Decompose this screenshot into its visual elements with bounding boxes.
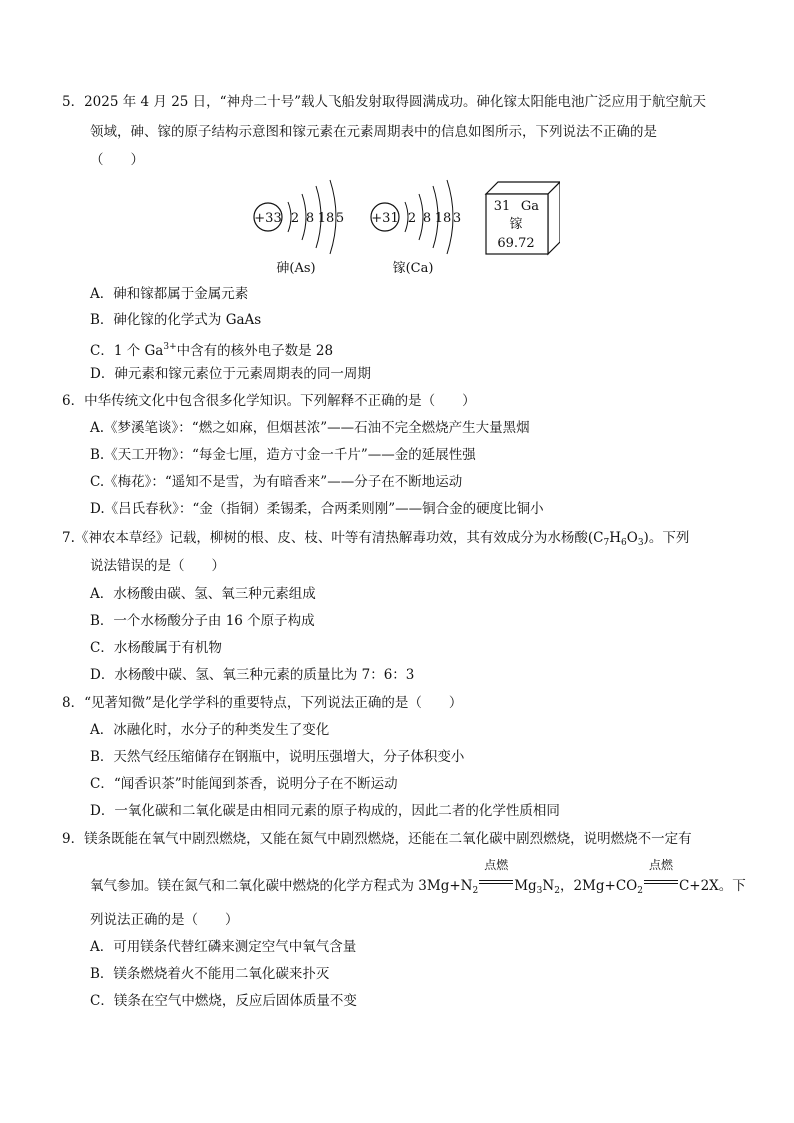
q5-option-b: B．砷化镓的化学式为 GaAs [90, 312, 262, 328]
q7-stem-line1: 7.《神农本草经》记载，柳树的根、皮、枝、叶等有清热解毒功效，其有效成分为水杨酸$(C_7H_6O_3)$。下列 [62, 530, 690, 548]
gallium-shell-1: 2 [407, 211, 417, 226]
q6-option-c: C.《梅花》：“遥知不是雪，为有暗香来”——分子在不断地运动 [90, 474, 463, 490]
q5-option-c: C．1 个 $Ga^{3+}$中含有的核外电子数是 28 [90, 342, 334, 359]
q5-atomic-structure-figure [240, 172, 560, 282]
equation-arrow-1: 点燃 [479, 870, 513, 890]
q9-stem-line2-equations: 氧气参加。镁在氮气和二氧化碳中燃烧的化学方程式为 $3Mg+N_2$ 点燃 $Mg_3N_2$，$2Mg+CO_2$ 点燃 C+2X。下 [90, 858, 746, 896]
cell-atomic-mass: 69.72 [497, 236, 535, 251]
q9-option-a: A．可用镁条代替红磷来测定空气中氧气含量 [90, 939, 357, 955]
gallium-periodic-cell [486, 182, 560, 254]
q7-stem-line2: 说法错误的是（ ） [90, 558, 225, 574]
q5-stem-line1: 5．2025 年 4 月 25 日，“神舟二十号”载人飞船发射取得圆满成功。砷化镓太阳能电池广泛应用于航空航天 [62, 94, 706, 110]
arsenic-shell-4: 5 [335, 211, 345, 226]
q5-stem-line2: 领域，砷、镓的原子结构示意图和镓元素在元素周期表中的信息如图所示，下列说法不正确的是 [90, 124, 657, 140]
gallium-nucleus: +31 [371, 211, 399, 226]
gallium-label: 镓(Ca) [392, 261, 434, 276]
q6-option-b: B.《天工开物》：“每金七厘，造方寸金一千片”——金的延展性强 [90, 447, 476, 463]
gallium-shell-3: 18 [434, 211, 452, 226]
q9-option-b: B．镁条燃烧着火不能用二氧化碳来扑灭 [90, 966, 330, 982]
q5-option-a: A．砷和镓都属于金属元素 [90, 286, 249, 302]
equation-arrow-2: 点燃 [644, 870, 678, 890]
arsenic-shell-1: 2 [290, 211, 300, 226]
cell-atomic-number: 31 [493, 199, 511, 214]
q8-option-a: A．冰融化时，水分子的种类发生了变化 [90, 722, 330, 738]
q7-option-c: C．水杨酸属于有机物 [90, 640, 222, 656]
q6-option-d: D.《吕氏春秋》：“金（指铜）柔锡柔，合两柔则刚”——铜合金的硬度比铜小 [90, 501, 544, 517]
cell-symbol: Ga [520, 199, 540, 214]
q8-option-c: C．“闻香识茶”时能闻到茶香，说明分子在不断运动 [90, 776, 398, 792]
q7-option-a: A．水杨酸由碳、氢、氧三种元素组成 [90, 586, 316, 602]
q9-stem-line3: 列说法正确的是（ ） [90, 912, 239, 928]
q8-stem: 8．“见著知微”是化学学科的重要特点，下列说法正确的是（ ） [62, 695, 463, 711]
arsenic-shell-2: 8 [305, 211, 315, 226]
gallium-shell-2: 8 [422, 211, 432, 226]
q8-option-d: D．一氧化碳和二氧化碳是由相同元素的原子构成的，因此二者的化学性质相同 [90, 803, 560, 819]
q5-option-d: D．砷元素和镓元素位于元素周期表的同一周期 [90, 366, 371, 382]
q6-option-a: A.《梦溪笔谈》：“燃之如麻，但烟甚浓”——石油不完全燃烧产生大量黑烟 [90, 420, 530, 436]
arsenic-label: 砷(As) [276, 261, 316, 276]
q7-option-b: B．一个水杨酸分子由 16 个原子构成 [90, 613, 315, 629]
q7-option-d: D．水杨酸中碳、氢、氧三种元素的质量比为 7：6：3 [90, 667, 415, 683]
arsenic-shell-3: 18 [317, 211, 335, 226]
q6-stem: 6．中华传统文化中包含很多化学知识。下列解释不正确的是（ ） [62, 393, 476, 409]
arsenic-nucleus: +33 [254, 211, 282, 226]
q9-option-c: C．镁条在空气中燃烧，反应后固体质量不变 [90, 993, 357, 1009]
cell-name: 镓 [509, 217, 523, 232]
gallium-shell-4: 3 [452, 211, 462, 226]
q5-answer-blank: （ ） [90, 152, 144, 168]
gallium-atom-diagram [371, 180, 461, 276]
q9-stem-line1: 9．镁条既能在氧气中剧烈燃烧，又能在氮气中剧烈燃烧，还能在二氧化碳中剧烈燃烧，说明燃烧不一定有 [62, 831, 692, 847]
arsenic-atom-diagram [254, 180, 344, 276]
q8-option-b: B．天然气经压缩储存在钢瓶中，说明压强增大，分子体积变小 [90, 749, 465, 765]
